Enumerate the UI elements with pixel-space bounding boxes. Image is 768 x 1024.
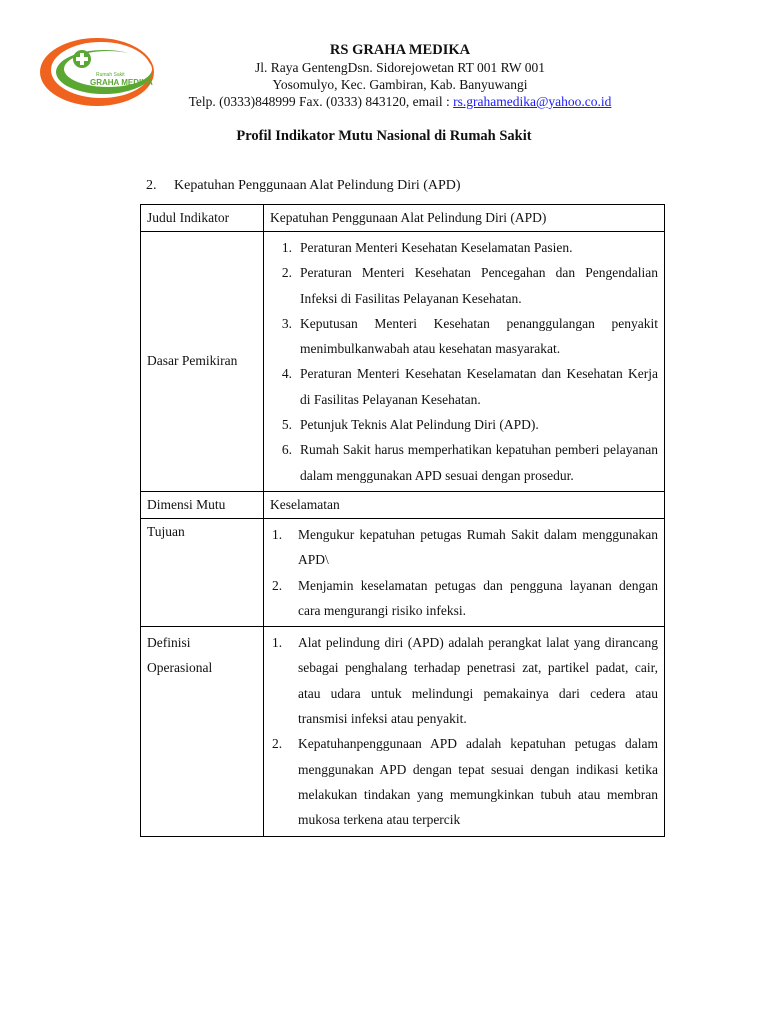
section-number: 2. [146,178,157,193]
dasar-item-number: 4. [281,366,292,382]
judul-label: Judul Indikator [141,205,264,232]
row-definisi [141,627,665,836]
email-link[interactable]: rs.grahamedika@yahoo.co.id [453,94,612,109]
tujuan-list [270,522,658,623]
svg-text:GRAHA MEDIKA: GRAHA MEDIKA [90,78,153,87]
definisi-label-line-2: Operasional [147,660,213,676]
phone-fax: Telp. (0333)848999 Fax. (0333) 843120, email : [188,94,454,109]
dimensi-value: Keselamatan [264,491,665,518]
dasar-item-text: Petunjuk Teknis Alat Pelindung Diri (APD). [300,417,539,433]
definisi-list [270,630,658,832]
document-title: Profil Indikator Mutu Nasional di Rumah Sakit [236,128,532,144]
dasar-item-text: Peraturan Menteri Kesehatan Pencegahan dan Pengendalian Infeksi di Fasilitas Pelayanan Kesehatan. [300,265,658,306]
dasar-list [270,235,658,488]
dasar-label: Dasar Pemikiran [141,232,264,492]
row-judul [141,205,665,232]
section-heading [146,178,461,194]
tujuan-label: Tujuan [141,518,264,626]
dasar-item-number: 2. [281,265,292,281]
definisi-value [264,627,665,836]
dasar-item [270,361,658,412]
dasar-item [270,311,658,362]
definisi-item-number: 1. [272,635,283,651]
dasar-item [270,437,658,488]
dasar-item-number: 6. [281,442,292,458]
address-line-2: Yosomulyo, Kec. Gambiran, Kab. Banyuwangi [272,77,528,92]
row-dimensi [141,491,665,518]
row-dasar [141,232,665,492]
tujuan-item-text: Mengukur kepatuhan petugas Rumah Sakit dalam menggunakan APD\ [298,526,658,568]
dasar-item-text: Keputusan Menteri Kesehatan penanggulangan penyakit menimbulkanwabah atau kesehatan masyarakat. [300,315,658,357]
dasar-item-text: Peraturan Menteri Kesehatan Keselamatan dan Kesehatan Kerja di Fasilitas Pelayanan Kesehatan. [300,366,658,407]
tujuan-value [264,518,665,626]
definisi-item [270,731,658,832]
definisi-item [270,630,658,731]
tujuan-item [270,522,658,573]
dasar-item [270,412,658,437]
tujuan-item-number: 1. [272,526,283,542]
dimensi-label: Dimensi Mutu [141,491,264,518]
dasar-item-text: Rumah Sakit harus memperhatikan kepatuhan pemberi pelayanan dalam menggunakan APD sesuai dengan prosedur. [300,442,658,483]
hospital-name: RS GRAHA MEDIKA [329,42,471,58]
tujuan-item-number: 2. [272,577,283,593]
indicator-profile-table [140,204,665,837]
dasar-item-text: Peraturan Menteri Kesehatan Keselamatan Pasien. [300,240,573,255]
row-tujuan [141,518,665,626]
dasar-item-number: 3. [281,315,292,331]
address-line-1: Jl. Raya GentengDsn. Sidorejowetan RT 001 RW 001 [254,60,546,75]
tujuan-item-text: Menjamin keselamatan petugas dan pengguna layanan dengan cara mengurangi risiko infeksi. [298,577,658,618]
dasar-item-number: 1. [281,240,292,255]
definisi-item-text: Kepatuhanpenggunaan APD adalah kepatuhan petugas dalam menggunakan APD dengan tepat sesuai dengan indikasi ketika melakukan tindakan yang memungkinkan tubuh atau membran mukosa terkena atau terpercik [298,736,658,828]
definisi-label-line-1: Definisi [147,635,191,651]
dasar-value [264,232,665,492]
definisi-item-text: Alat pelindung diri (APD) adalah perangkat lalat yang dirancang sebagai penghalang terhadap penetrasi zat, partikel padat, cair, atau udara untuk melindungi pemakainya dari cedera atau transmisi infeksi atau penyakit. [298,635,658,727]
section-title: Kepatuhan Penggunaan Alat Pelindung Diri (APD) [174,178,461,193]
letterhead [130,42,670,110]
dasar-item [270,260,658,311]
svg-text:Rumah Sakit: Rumah Sakit [96,72,125,78]
definisi-label [141,627,264,836]
dasar-item-number: 5. [281,417,292,433]
contact-line [130,93,670,110]
dasar-item [270,235,658,260]
tujuan-item [270,573,658,624]
judul-value: Kepatuhan Penggunaan Alat Pelindung Diri (APD) [264,205,665,232]
definisi-item-number: 2. [272,736,283,752]
